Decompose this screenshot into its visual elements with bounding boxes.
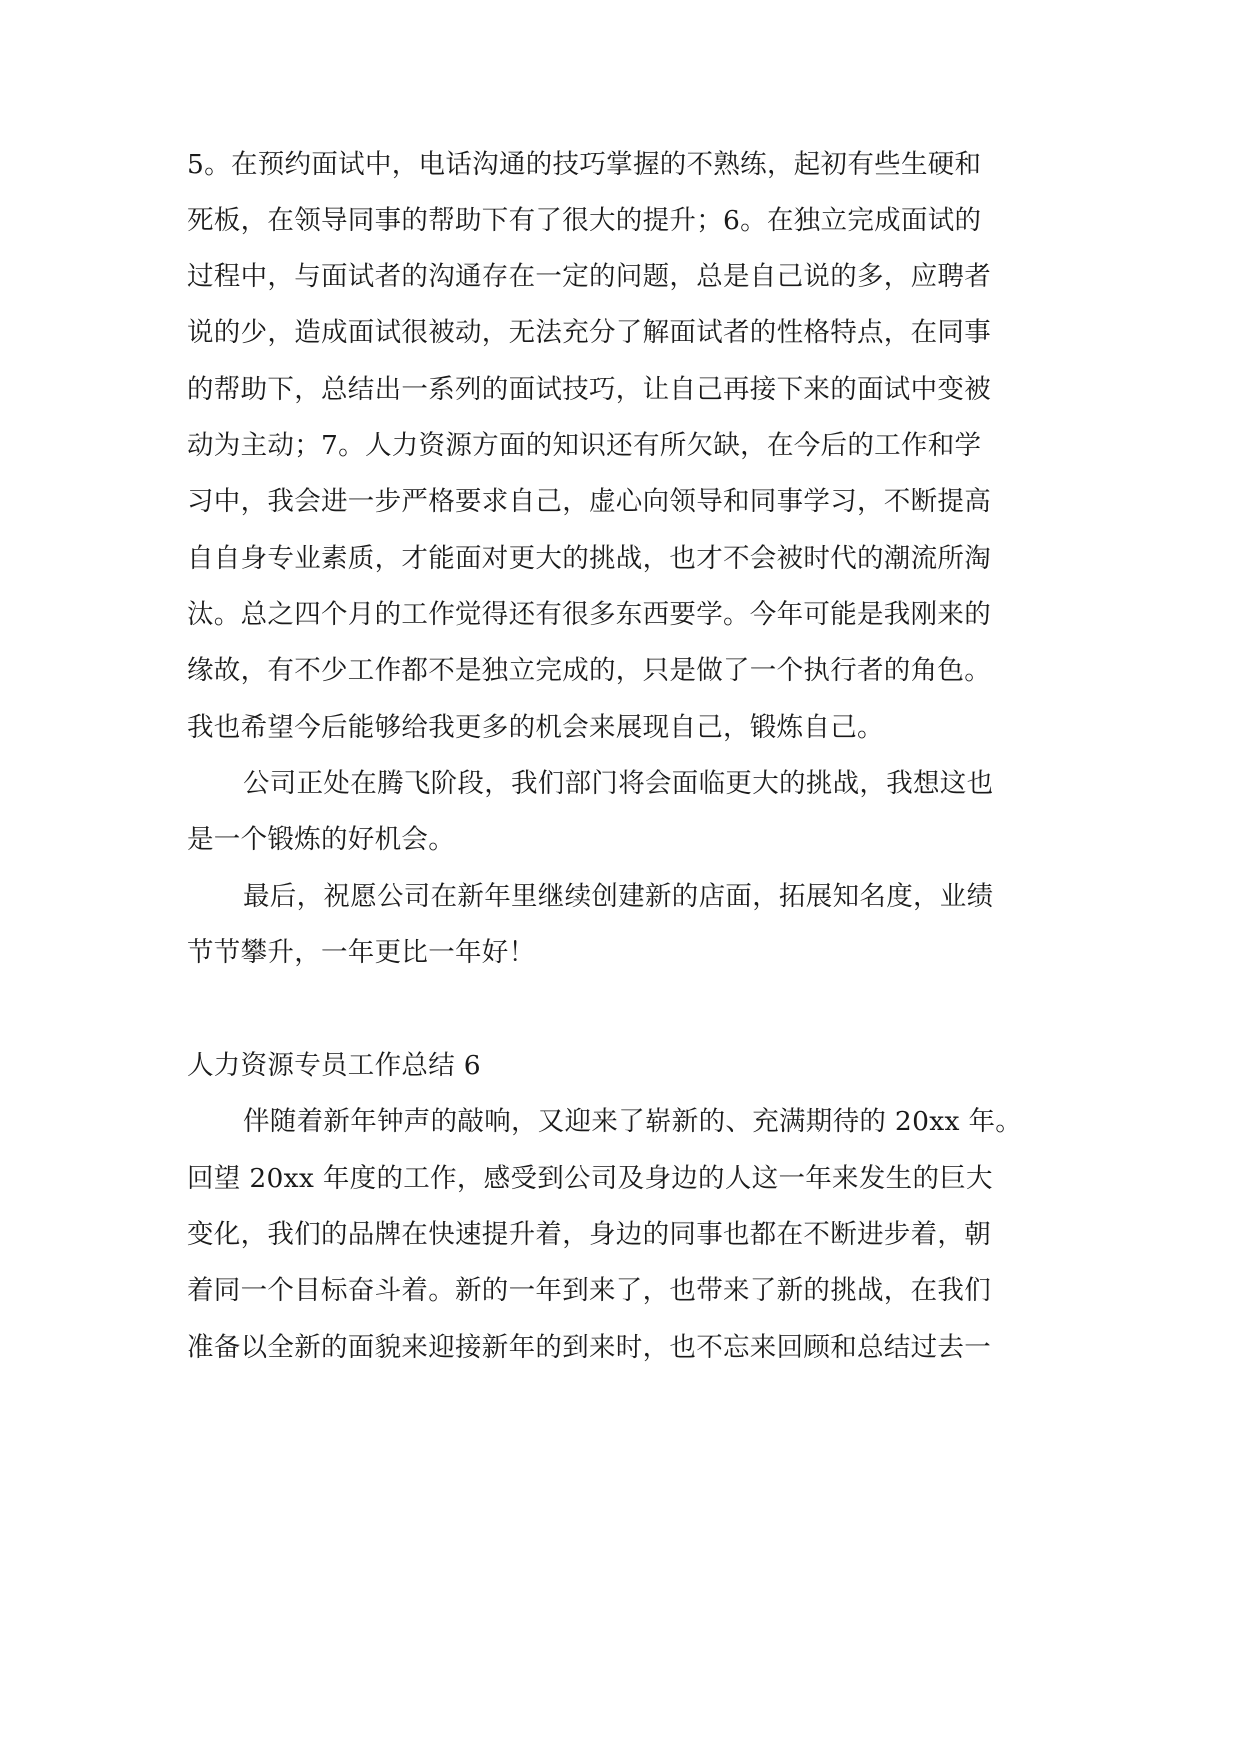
body-text-line: 着同一个目标奋斗着。新的一年到来了，也带来了新的挑战，在我们 (187, 1275, 991, 1306)
body-text-line: 习中，我会进一步严格要求自己，虚心向领导和同事学习，不断提高 (187, 486, 991, 517)
body-text-line: 的帮助下，总结出一系列的面试技巧，让自己再接下来的面试中变被 (187, 374, 991, 405)
section-heading: 人力资源专员工作总结 6 (187, 1050, 481, 1081)
body-text-line: 5。在预约面试中，电话沟通的技巧掌握的不熟练，起初有些生硬和 (187, 149, 982, 180)
body-text-line: 动为主动；7。人力资源方面的知识还有所欠缺，在今后的工作和学 (187, 430, 982, 461)
paragraph-first-line: 伴随着新年钟声的敲响，又迎来了崭新的、充满期待的 20xx 年。 (243, 1106, 1023, 1137)
body-text-line: 缘故，有不少工作都不是独立完成的，只是做了一个执行者的角色。 (187, 655, 991, 686)
body-text-line: 自自身专业素质，才能面对更大的挑战，也才不会被时代的潮流所淘 (187, 543, 991, 574)
paragraph-first-line: 最后，祝愿公司在新年里继续创建新的店面，拓展知名度，业绩 (243, 881, 994, 912)
body-text-line: 是一个锻炼的好机会。 (187, 824, 455, 855)
body-text-line: 死板，在领导同事的帮助下有了很大的提升；6。在独立完成面试的 (187, 205, 982, 236)
body-text-line: 汰。总之四个月的工作觉得还有很多东西要学。今年可能是我刚来的 (187, 599, 991, 630)
body-text-line: 我也希望今后能够给我更多的机会来展现自己，锻炼自己。 (187, 712, 884, 743)
body-text-line: 过程中，与面试者的沟通存在一定的问题，总是自己说的多，应聘者 (187, 261, 991, 292)
body-text-line: 节节攀升，一年更比一年好！ (187, 937, 536, 968)
body-text-line: 变化，我们的品牌在快速提升着，身边的同事也都在不断进步着，朝 (187, 1219, 991, 1250)
body-text-line: 回望 20xx 年度的工作，感受到公司及身边的人这一年来发生的巨大 (187, 1163, 993, 1194)
body-text-line: 说的少，造成面试很被动，无法充分了解面试者的性格特点，在同事 (187, 317, 991, 348)
paragraph-first-line: 公司正处在腾飞阶段，我们部门将会面临更大的挑战，我想这也 (243, 768, 994, 799)
body-text-line: 准备以全新的面貌来迎接新年的到来时，也不忘来回顾和总结过去一 (187, 1332, 991, 1363)
